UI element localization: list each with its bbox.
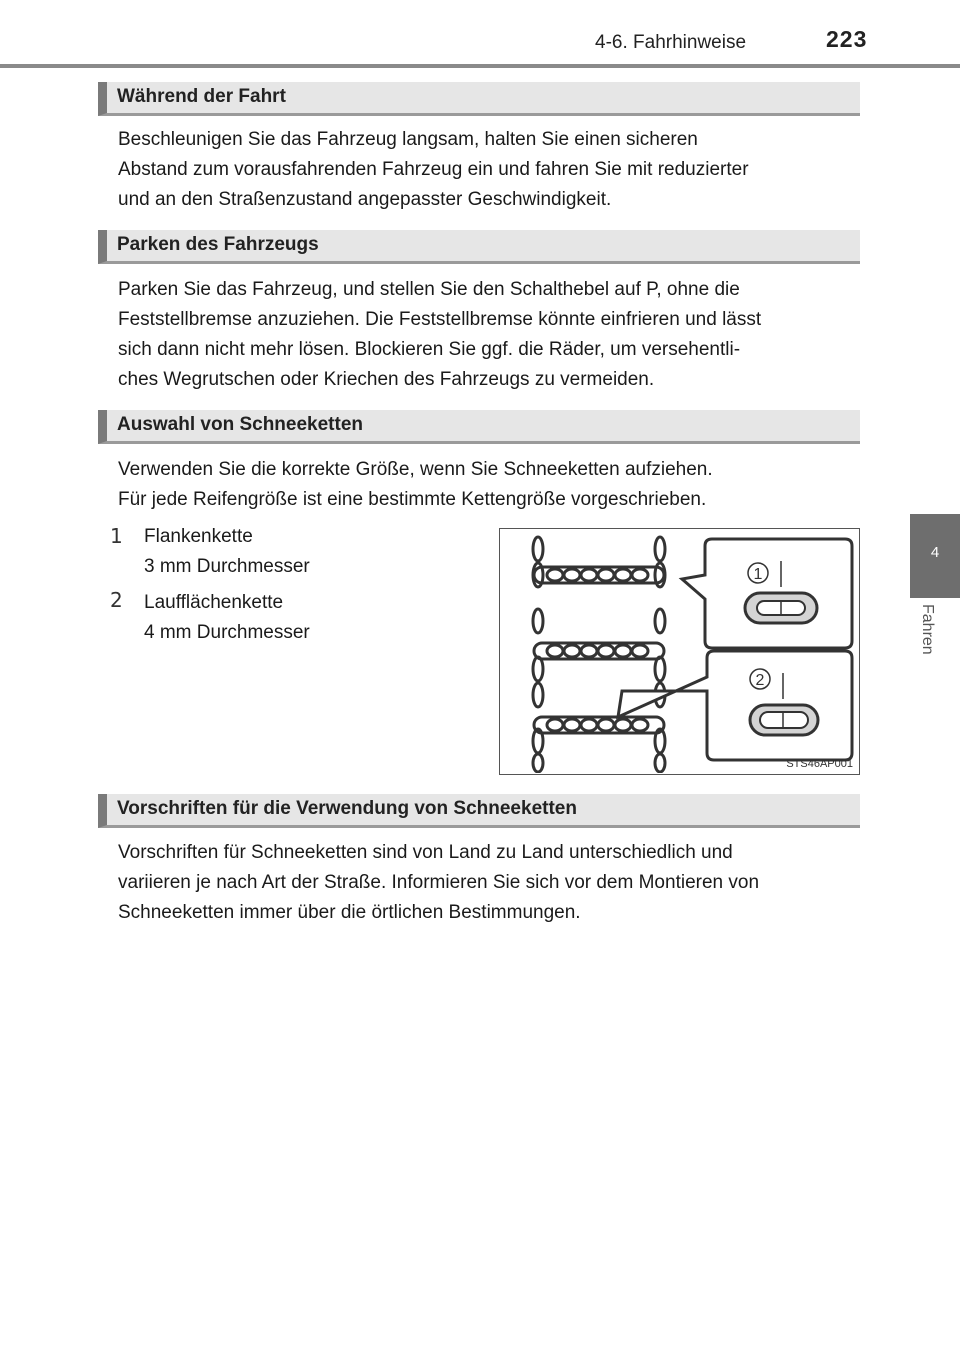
section-title: 4-6. Fahrhinweise [595,32,747,53]
section-heading-chain-regulations [98,794,860,828]
header-rule [0,64,960,68]
item-marker-1: 1 [110,524,123,548]
item-marker-2: 2 [110,588,123,612]
cross-chain-3 [534,717,664,733]
callout-number-1: 1 [753,566,763,583]
paragraph-chain-regulations [118,838,854,928]
text-line: Vorschriften für Schneeketten sind von Land zu Land unterschiedlich und [118,842,733,863]
text-line: Für jede Reifengröße ist eine bestimmte Kettengröße vorgeschrieben. [118,489,707,510]
text-line: Beschleunigen Sie das Fahrzeug langsam, halten Sie einen sicheren [118,129,698,150]
section-heading-text: Während der Fahrt [117,86,286,107]
callout-number-2: 2 [755,672,765,689]
snow-chain-illustration [500,529,858,773]
section-heading-chain-selection [98,410,860,444]
paragraph-chain-selection [118,455,854,515]
item-name: Laufflächenkette [144,592,284,613]
text-line: variieren je nach Art der Straße. Informieren Sie sich vor dem Montieren von [118,872,760,893]
section-heading-driving [98,82,860,116]
item-name: Flankenkette [144,526,253,547]
chapter-number: 4 [930,544,940,561]
item-detail: 3 mm Durchmesser [144,556,310,577]
page-number: 223 [826,26,868,52]
chapter-label: Fahren [919,604,936,655]
callout-box-2 [618,651,852,760]
list-item [144,522,310,582]
list-item [144,588,310,648]
item-detail: 4 mm Durchmesser [144,622,310,643]
chapter-tab[interactable] [910,514,960,598]
snow-chain-figure [499,528,860,775]
text-line: Feststellbremse anzuziehen. Die Feststellbremse könnte einfrieren und lässt [118,309,762,330]
figure-code: STS46AP001 [786,758,853,770]
section-heading-parking [98,230,860,264]
paragraph-driving [118,125,854,215]
cross-chain-1 [534,567,664,583]
cross-chain-2 [534,643,664,659]
section-heading-text: Parken des Fahrzeugs [117,234,319,255]
chapter-label-box [910,600,960,680]
text-line: Schneeketten immer über die örtlichen Bestimmungen. [118,902,581,923]
text-line: Abstand zum vorausfahrenden Fahrzeug ein und fahren Sie mit reduzierter [118,159,749,180]
text-line: und an den Straßenzustand angepasster Geschwindigkeit. [118,189,612,210]
text-line: Verwenden Sie die korrekte Größe, wenn Sie Schneeketten aufziehen. [118,459,713,480]
text-line: Parken Sie das Fahrzeug, und stellen Sie den Schalthebel auf P, ohne die [118,279,740,300]
section-heading-text: Vorschriften für die Verwendung von Schneeketten [117,798,577,819]
section-heading-text: Auswahl von Schneeketten [117,414,364,435]
text-line: sich dann nicht mehr lösen. Blockieren Sie ggf. die Räder, um versehentli- [118,339,741,360]
text-line: ches Wegrutschen oder Kriechen des Fahrzeugs zu vermeiden. [118,369,655,390]
paragraph-parking [118,275,854,395]
